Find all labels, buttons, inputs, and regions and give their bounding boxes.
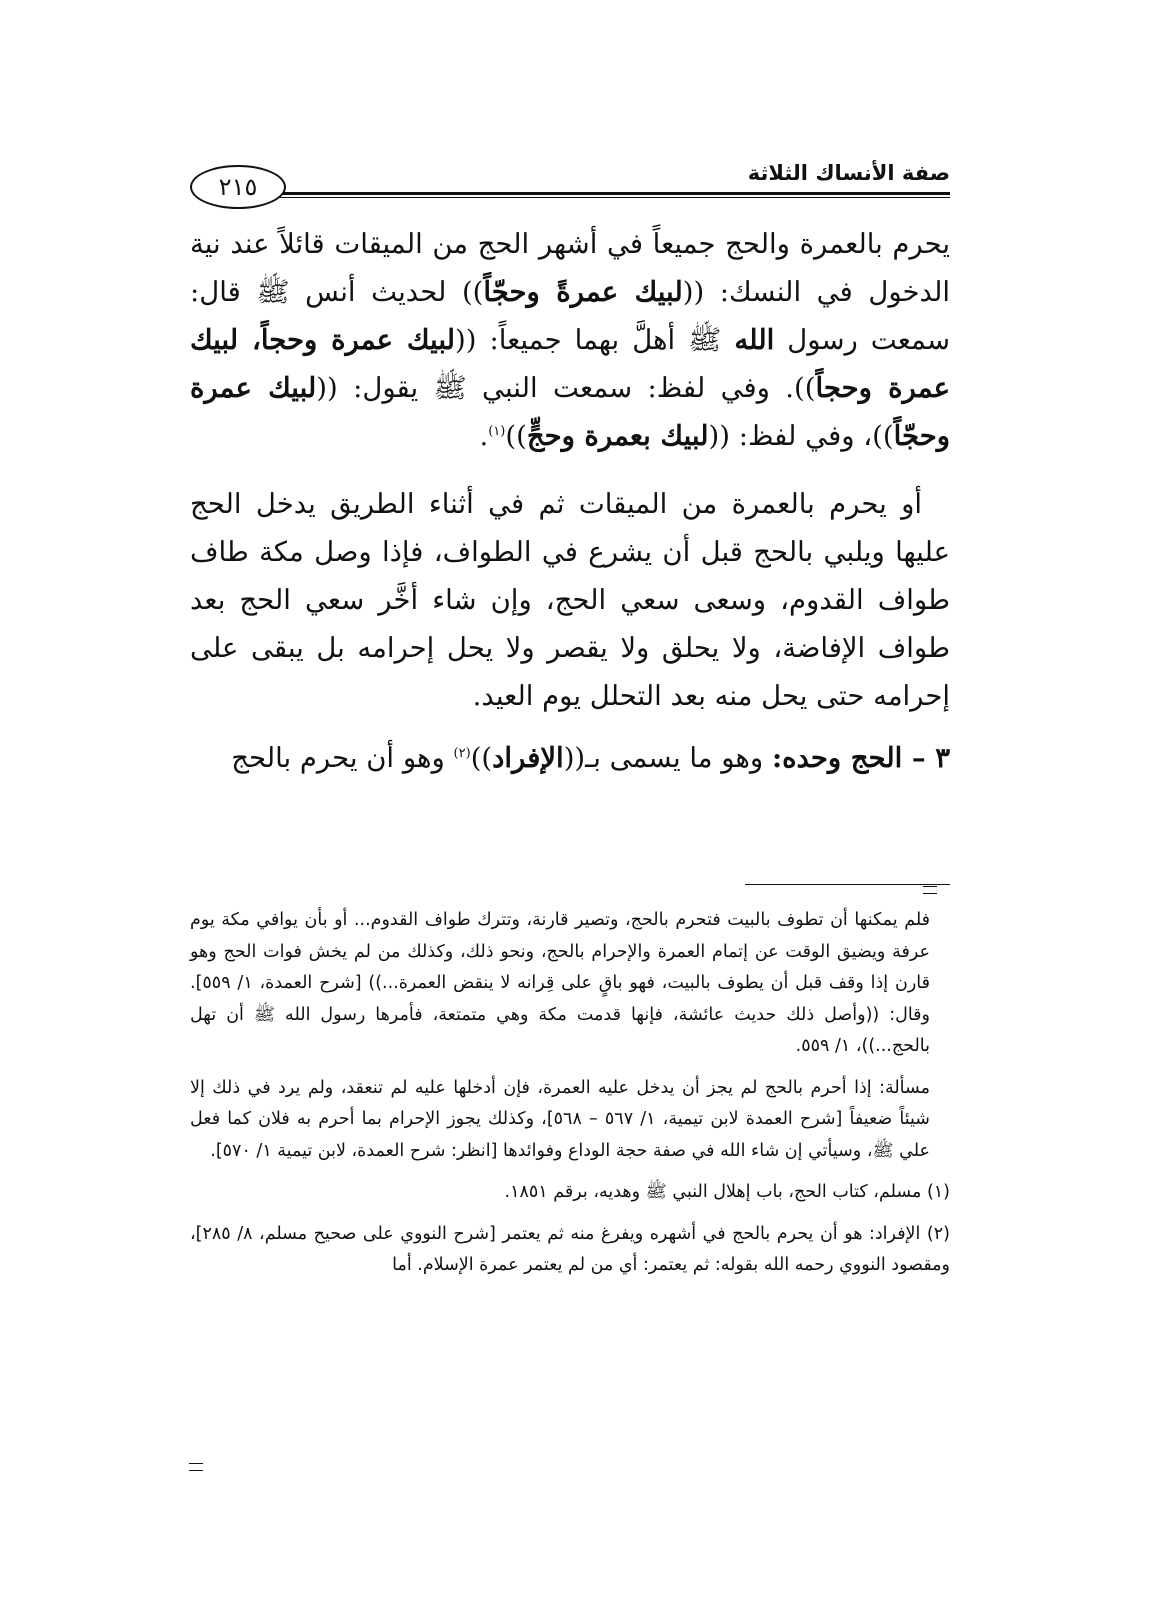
section-heading-ifrad: ٣ – الحج وحده: (771, 742, 950, 774)
header-rule (270, 192, 950, 198)
paragraph-ihram-umra: أو يحرم بالعمرة من الميقات ثم في أثناء الطريق يدخل الحج عليها ويلبي بالحج قبل أن يشرع في الطواف، فإذا وصل مكة طاف طواف القدوم، وسعى سعي الحج، وإن شاء أخَّر سعي الحج بعد طواف الإفاضة، ولا يحلق ولا يقصر ولا يحل إحرامه بل يبقى على إحرامه حتى يحل منه بعد التحلل يوم العيد. (190, 488, 950, 712)
running-title: صفة الأنساك الثلاثة (747, 161, 950, 185)
bold-talbiya: لبيك عمرة وحجاً، لبيك عمرة وحجاً (190, 324, 951, 404)
text-run: وهو أن يحرم بالحج (231, 742, 454, 774)
bold-talbiya: لبيك عمرةً وحجّاً (483, 276, 683, 308)
bold-talbiya: لبيك بعمرة وحجٍّ (526, 420, 709, 452)
bold-talbiya: لبيك عمرة وحجّاً (190, 372, 950, 452)
footnote-1: (١) مسلم، كتاب الحج، باب إهلال النبي ﷺ وهديه، برقم ١٨٥١. (504, 1182, 950, 1202)
footnote-ref-2[interactable]: (٢) (453, 745, 471, 761)
footnote-ref-1[interactable]: (١) (488, 423, 506, 439)
page-header (190, 155, 950, 215)
text-run: )) لحديث أنس ﷺ قال: سمعت رسول (190, 276, 950, 356)
text-run: وهو ما يسمى بـ(( (563, 742, 772, 774)
footnotes (190, 905, 950, 1282)
main-text (190, 220, 950, 782)
text-run: )) (505, 420, 527, 452)
bold-ifrad: الإفراد (492, 742, 564, 774)
bold-allah: الله (734, 324, 775, 356)
footnote-separator (745, 884, 950, 885)
text-run: ﷺ أهلَّ بهما جميعاً: (( (455, 324, 735, 356)
footnote-2: (٢) الإفراد: هو أن يحرم بالحج في أشهره ويفرغ منه ثم يعتمر [شرح النووي على صحيح مسلم، ٨/ ٢٨٥]، ومقصود النووي رحمه الله بقوله: ثم يعتمر: أي من لم يعتمر عمرة الإسلام. أما (190, 1223, 950, 1275)
footnote-continuation: فلم يمكنها أن تطوف بالبيت فتحرم بالحج، وتصير قارنة، وتترك طواف القدوم... أو بأن يوافي مكة يوم عرفة ويضيق الوقت عن إتمام العمرة والإحرام بالحج، ونحو ذلك، وكذلك من لم يخش فوات الحج وهو قارن إذا وقف قبل أن يطوف بالبيت، فهو باقٍ على قِرانه لا ينقض العمرة...)) [شرح العمدة، ١/ ٥٥٩]. وقال: ((وأصل ذلك حديث عائشة، فإنها قدمت مكة وهي متمتعة، فأمرها رسول الله ﷺ أن تهل بالحج...))، ١/ ٥٥٩. (190, 910, 930, 1056)
footnote-continuation: مسألة: إذا أحرم بالحج لم يجز أن يدخل عليه العمرة، فإن أدخلها عليه لم تنعقد، ولم يرد في ذلك إلا شيئاً ضعيفاً [شرح العمدة لابن تيمية، ١/ ٥٦٧ – ٥٦٨]، وكذلك يجوز الإحرام بما أحرم به فلان كما فعل علي ﷺ، وسيأتي إن شاء الله في صفة حجة الوداع وفوائدها [انظر: شرح العمدة، لابن تيمية ١/ ٥٧٠]. (190, 1077, 930, 1161)
text-run: ))، وفي لفظ: (( (708, 420, 894, 452)
paragraph-qiran (190, 220, 950, 460)
page-number: ٢١٥ (190, 165, 286, 209)
paragraph-ifrad (190, 734, 950, 782)
text-run: . (479, 420, 489, 452)
text-run: )) (470, 742, 493, 774)
footnote-continuation-mark (923, 886, 937, 894)
footnote-continues-mark (189, 1463, 203, 1471)
text-run: يحرم بالعمرة والحج جميعاً في أشهر الحج من الميقات قائلاً عند نية الدخول في النسك: (( (190, 228, 950, 308)
text-run: )). وفي لفظ: سمعت النبي ﷺ يقول: (( (316, 372, 816, 404)
